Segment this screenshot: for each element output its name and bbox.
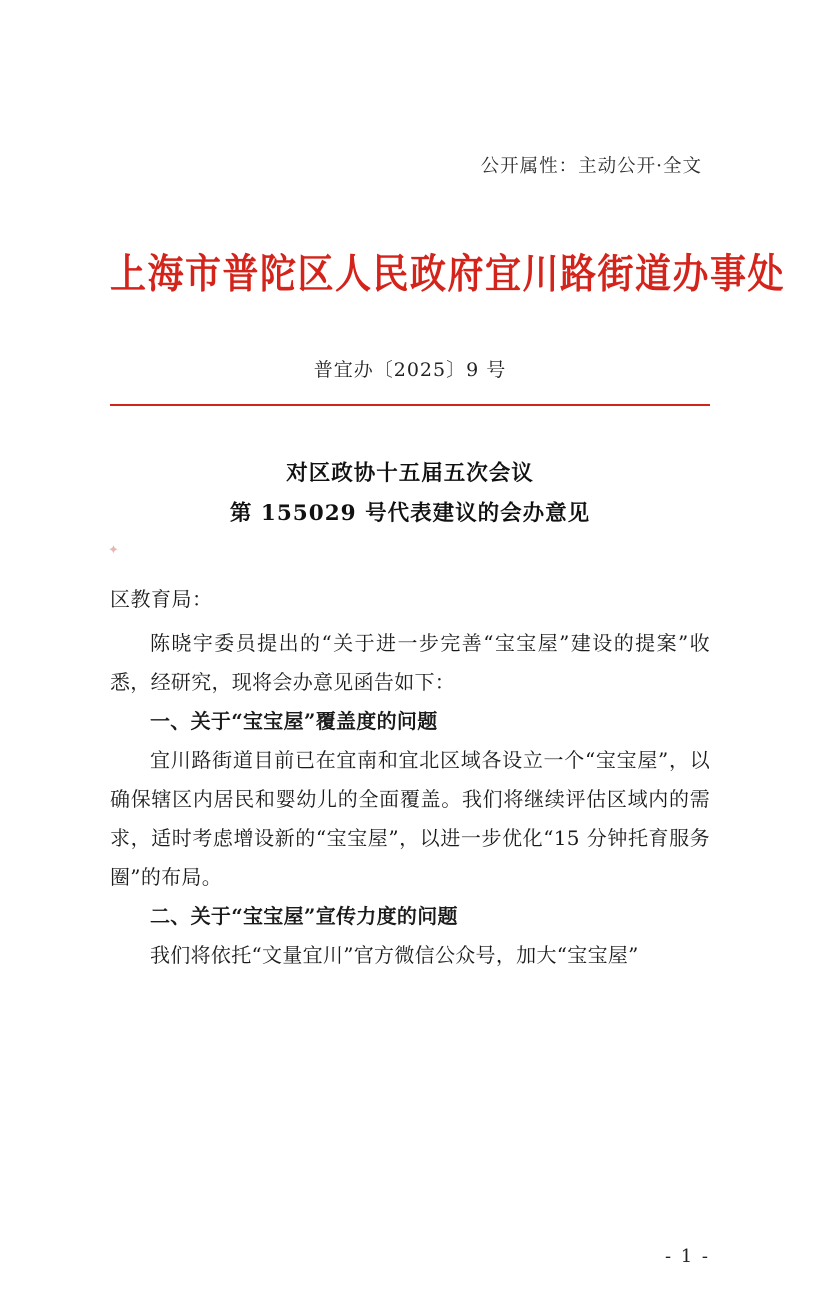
paragraph-intro: 陈晓宇委员提出的“关于进一步完善“宝宝屋”建设的提案”收悉，经研究，现将会办意见函告如下： — [110, 630, 710, 694]
page-title-line-1: 对区政协十五届五次会议 — [286, 461, 534, 487]
salutation: 区教育局： — [110, 586, 213, 611]
disclosure-attribute: 公开属性：主动公开·全文 — [480, 156, 702, 177]
paragraph-section-2-body: 我们将依托“文量宜川”官方微信公众号，加大“宝宝屋” — [150, 942, 639, 967]
page-number: - 1 - — [664, 1246, 710, 1267]
paragraph-section-1-body: 宜川路街道目前已在宜南和宜北区域各设立一个“宝宝屋”，以确保辖区内居民和婴幼儿的全面覆盖。我们将继续评估区域内的需求，适时考虑增设新的“宝宝屋”，以进一步优化“15 分钟托育服务圈”的布局。 — [110, 747, 710, 889]
page-title — [110, 454, 710, 534]
issuing-organization-title: 上海市普陀区人民政府宜川路街道办事处 — [110, 250, 786, 298]
page-title-line-2: 第 155029 号代表建议的会办意见 — [229, 500, 591, 526]
document-body — [110, 624, 710, 975]
document-page — [0, 152, 820, 1305]
document-number: 普宜办〔2025〕9 号 — [313, 359, 507, 381]
paragraph-section-2-heading: 二、关于“宝宝屋”宣传力度的问题 — [150, 903, 458, 928]
red-horizontal-rule — [110, 404, 710, 406]
stamp-mark-icon: ✦ — [108, 543, 119, 558]
paragraph-section-1-heading: 一、关于“宝宝屋”覆盖度的问题 — [150, 708, 438, 733]
